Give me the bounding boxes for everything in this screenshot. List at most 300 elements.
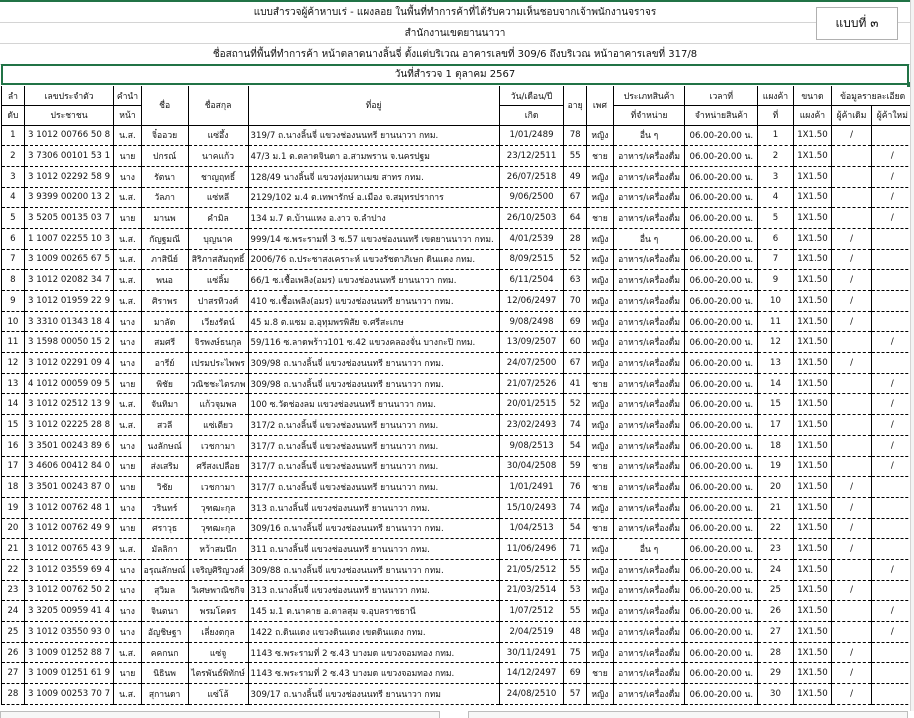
cell-age[interactable]: 49 xyxy=(564,166,586,187)
cell-id[interactable]: 3 1012 01959 22 9 xyxy=(24,291,113,312)
cell-old[interactable]: / xyxy=(832,642,871,663)
cell-age[interactable]: 69 xyxy=(564,311,586,332)
cell-age[interactable]: 64 xyxy=(564,208,586,229)
cell-first[interactable]: อัญชิษฐา xyxy=(141,622,188,643)
cell-size[interactable]: 1X1.50 xyxy=(793,291,832,312)
cell-prefix[interactable]: นาย xyxy=(114,518,141,539)
cell-first[interactable]: จันทิมา xyxy=(141,394,188,415)
cell-time[interactable]: 06.00-20.00 น. xyxy=(685,125,758,146)
cell-time[interactable]: 06.00-20.00 น. xyxy=(685,580,758,601)
cell-sex[interactable]: ชาย xyxy=(586,208,613,229)
cell-dob[interactable]: 1/01/2491 xyxy=(499,477,564,498)
cell-first[interactable]: จินตนา xyxy=(141,601,188,622)
cell-time[interactable]: 06.00-20.00 น. xyxy=(685,373,758,394)
cell-sex[interactable]: ชาย xyxy=(586,146,613,167)
cell-time[interactable]: 06.00-20.00 น. xyxy=(685,187,758,208)
cell-no[interactable]: 19 xyxy=(2,497,25,518)
cell-prefix[interactable]: นาย xyxy=(114,663,141,684)
cell-time[interactable]: 06.00-20.00 น. xyxy=(685,518,758,539)
cell-prefix[interactable]: นาย xyxy=(114,146,141,167)
cell-addr[interactable]: 59/116 ซ.ลาดพร้าว101 ซ.42 แขวงคลองจั่น บางกะปิ กทม. xyxy=(248,332,499,353)
cell-first[interactable]: สุวิมล xyxy=(141,580,188,601)
cell-goods[interactable]: อาหาร/เครื่องดื่ม xyxy=(613,663,684,684)
cell-prefix[interactable]: นาง xyxy=(114,497,141,518)
cell-no[interactable]: 22 xyxy=(2,559,25,580)
cell-addr[interactable]: 134 ม.7 ต.บ้านแหง อ.งาว จ.ลำปาง xyxy=(248,208,499,229)
cell-size[interactable]: 1X1.50 xyxy=(793,622,832,643)
cell-goods[interactable]: อาหาร/เครื่องดื่ม xyxy=(613,394,684,415)
cell-first[interactable]: มานพ xyxy=(141,208,188,229)
cell-no[interactable]: 28 xyxy=(2,684,25,705)
cell-new[interactable] xyxy=(871,539,913,560)
cell-last[interactable]: คำมิล xyxy=(188,208,248,229)
cell-age[interactable]: 60 xyxy=(564,332,586,353)
cell-old[interactable] xyxy=(832,601,871,622)
cell-age[interactable]: 55 xyxy=(564,559,586,580)
cell-sex[interactable]: หญิง xyxy=(586,601,613,622)
cell-age[interactable]: 28 xyxy=(564,228,586,249)
cell-no[interactable]: 5 xyxy=(2,208,25,229)
cell-size[interactable]: 1X1.50 xyxy=(793,601,832,622)
cell-no[interactable]: 13 xyxy=(2,373,25,394)
cell-addr[interactable]: 317/7 ถ.นางลิ้นจี่ แขวงช่องนนทรี ยานนาวา กทม. xyxy=(248,477,499,498)
cell-sex[interactable]: หญิง xyxy=(586,642,613,663)
cell-age[interactable]: 55 xyxy=(564,146,586,167)
cell-addr[interactable]: 309/98 ถ.นางลิ้นจี่ แขวงช่องนนทรี ยานนาวา กทม. xyxy=(248,373,499,394)
cell-new[interactable] xyxy=(871,249,913,270)
cell-dob[interactable]: 9/06/2500 xyxy=(499,187,564,208)
cell-first[interactable]: ภาสินีย์ xyxy=(141,249,188,270)
cell-new[interactable] xyxy=(871,642,913,663)
cell-size[interactable]: 1X1.50 xyxy=(793,456,832,477)
cell-first[interactable]: พิชัย xyxy=(141,373,188,394)
cell-sex[interactable]: หญิง xyxy=(586,291,613,312)
cell-old[interactable]: / xyxy=(832,270,871,291)
cell-goods[interactable]: อื่น ๆ xyxy=(613,539,684,560)
cell-dob[interactable]: 15/10/2493 xyxy=(499,497,564,518)
cell-no[interactable]: 8 xyxy=(2,270,25,291)
cell-size[interactable]: 1X1.50 xyxy=(793,353,832,374)
cell-old[interactable] xyxy=(832,559,871,580)
cell-size[interactable]: 1X1.50 xyxy=(793,166,832,187)
cell-no[interactable]: 12 xyxy=(2,353,25,374)
cell-last[interactable]: หว้าสมนึก xyxy=(188,539,248,560)
cell-addr[interactable]: 317/2 ถ.นางลิ้นจี่ แขวงช่องนนทรี ยานนาวา กทม. xyxy=(248,415,499,436)
cell-stall[interactable]: 13 xyxy=(758,353,793,374)
cell-first[interactable]: ส่งเสริม xyxy=(141,456,188,477)
cell-first[interactable]: อารีย์ xyxy=(141,353,188,374)
cell-prefix[interactable]: น.ส. xyxy=(114,415,141,436)
cell-last[interactable]: เปรมประไพพร xyxy=(188,353,248,374)
cell-last[interactable]: พรมโคตร xyxy=(188,601,248,622)
cell-first[interactable]: จิ๋ออวย xyxy=(141,125,188,146)
cell-first[interactable]: นิธินพ xyxy=(141,663,188,684)
cell-goods[interactable]: อาหาร/เครื่องดื่ม xyxy=(613,332,684,353)
cell-no[interactable]: 25 xyxy=(2,622,25,643)
cell-old[interactable] xyxy=(832,332,871,353)
cell-stall[interactable]: 28 xyxy=(758,642,793,663)
cell-sex[interactable]: หญิง xyxy=(586,394,613,415)
cell-prefix[interactable]: น.ส. xyxy=(114,394,141,415)
cell-prefix[interactable]: นาย xyxy=(114,477,141,498)
cell-size[interactable]: 1X1.50 xyxy=(793,228,832,249)
cell-prefix[interactable]: น.ส. xyxy=(114,187,141,208)
cell-goods[interactable]: อาหาร/เครื่องดื่ม xyxy=(613,415,684,436)
cell-old[interactable]: / xyxy=(832,518,871,539)
cell-goods[interactable]: อาหาร/เครื่องดื่ม xyxy=(613,435,684,456)
cell-sex[interactable]: หญิง xyxy=(586,270,613,291)
cell-stall[interactable]: 23 xyxy=(758,539,793,560)
cell-dob[interactable]: 23/12/2511 xyxy=(499,146,564,167)
cell-new[interactable]: / xyxy=(871,601,913,622)
cell-last[interactable]: แซ่ลิ้ม xyxy=(188,270,248,291)
cell-last[interactable]: เวียงรัตน์ xyxy=(188,311,248,332)
cell-last[interactable]: แซ่อึ้ง xyxy=(188,125,248,146)
cell-old[interactable]: / xyxy=(832,684,871,705)
cell-first[interactable]: กัญฐมณี xyxy=(141,228,188,249)
cell-new[interactable] xyxy=(871,518,913,539)
cell-time[interactable]: 06.00-20.00 น. xyxy=(685,622,758,643)
cell-sex[interactable]: หญิง xyxy=(586,353,613,374)
cell-addr[interactable]: 313 ถ.นางลิ้นจี่ แขวงช่องนนทรี ยานนาวา กทม. xyxy=(248,580,499,601)
cell-age[interactable]: 74 xyxy=(564,415,586,436)
cell-new[interactable]: / xyxy=(871,622,913,643)
cell-stall[interactable]: 5 xyxy=(758,208,793,229)
cell-old[interactable]: / xyxy=(832,291,871,312)
cell-old[interactable]: / xyxy=(832,125,871,146)
cell-new[interactable]: / xyxy=(871,146,913,167)
cell-goods[interactable]: อาหาร/เครื่องดื่ม xyxy=(613,601,684,622)
cell-first[interactable]: สุกานดา xyxy=(141,684,188,705)
cell-size[interactable]: 1X1.50 xyxy=(793,518,832,539)
cell-goods[interactable]: อาหาร/เครื่องดื่ม xyxy=(613,642,684,663)
cell-age[interactable]: 75 xyxy=(564,642,586,663)
cell-last[interactable]: ปาสรทิวงศ์ xyxy=(188,291,248,312)
cell-goods[interactable]: อาหาร/เครื่องดื่ม xyxy=(613,373,684,394)
cell-time[interactable]: 06.00-20.00 น. xyxy=(685,684,758,705)
cell-goods[interactable]: อาหาร/เครื่องดื่ม xyxy=(613,311,684,332)
cell-old[interactable]: / xyxy=(832,477,871,498)
cell-no[interactable]: 20 xyxy=(2,518,25,539)
cell-sex[interactable]: หญิง xyxy=(586,580,613,601)
cell-id[interactable]: 3 1009 01252 88 7 xyxy=(24,642,113,663)
cell-no[interactable]: 23 xyxy=(2,580,25,601)
cell-id[interactable]: 3 1012 02291 09 4 xyxy=(24,353,113,374)
cell-size[interactable]: 1X1.50 xyxy=(793,332,832,353)
cell-no[interactable]: 3 xyxy=(2,166,25,187)
cell-sex[interactable]: หญิง xyxy=(586,228,613,249)
cell-no[interactable]: 26 xyxy=(2,642,25,663)
cell-size[interactable]: 1X1.50 xyxy=(793,497,832,518)
cell-time[interactable]: 06.00-20.00 น. xyxy=(685,435,758,456)
cell-sex[interactable]: ชาย xyxy=(586,477,613,498)
cell-sex[interactable]: หญิง xyxy=(586,622,613,643)
cell-addr[interactable]: 47/3 ม.1 ต.ตลาดจินดา อ.สามพราน จ.นครปฐม xyxy=(248,146,499,167)
cell-new[interactable]: / xyxy=(871,373,913,394)
cell-new[interactable] xyxy=(871,353,913,374)
cell-addr[interactable]: 1143 ซ.พระรามที่ 2 ซ.43 บางมด แขวงจอมทอง กทม. xyxy=(248,663,499,684)
cell-addr[interactable]: 128/49 นางลิ้นจี่ แขวงทุ่งมหาเมฆ สาทร กทม. xyxy=(248,166,499,187)
cell-new[interactable]: / xyxy=(871,435,913,456)
cell-goods[interactable]: อาหาร/เครื่องดื่ม xyxy=(613,497,684,518)
cell-prefix[interactable]: นาง xyxy=(114,353,141,374)
cell-no[interactable]: 1 xyxy=(2,125,25,146)
cell-last[interactable]: แซ่เตียว xyxy=(188,415,248,436)
cell-prefix[interactable]: น.ส. xyxy=(114,642,141,663)
cell-last[interactable]: จิรพงษ์ธนกุล xyxy=(188,332,248,353)
cell-old[interactable] xyxy=(832,456,871,477)
cell-addr[interactable]: 2006/76 ถ.ประชาสงเคราะห์ แขวงรัชดาภิเษก ดินแดง กทม. xyxy=(248,249,499,270)
cell-addr[interactable]: 1143 ซ.พระรามที่ 2 ซ.43 บางมด แขวงจอมทอง กทม. xyxy=(248,642,499,663)
cell-goods[interactable]: อาหาร/เครื่องดื่ม xyxy=(613,249,684,270)
cell-time[interactable]: 06.00-20.00 น. xyxy=(685,497,758,518)
cell-dob[interactable]: 1/01/2489 xyxy=(499,125,564,146)
cell-stall[interactable]: 24 xyxy=(758,559,793,580)
cell-id[interactable]: 3 7306 00101 53 1 xyxy=(24,146,113,167)
cell-prefix[interactable]: น.ส. xyxy=(114,684,141,705)
cell-old[interactable]: / xyxy=(832,497,871,518)
cell-sex[interactable]: หญิง xyxy=(586,559,613,580)
cell-dob[interactable]: 24/08/2510 xyxy=(499,684,564,705)
cell-dob[interactable]: 20/01/2515 xyxy=(499,394,564,415)
cell-id[interactable]: 3 1012 02225 28 8 xyxy=(24,415,113,436)
cell-dob[interactable]: 9/08/2513 xyxy=(499,435,564,456)
cell-age[interactable]: 76 xyxy=(564,477,586,498)
cell-stall[interactable]: 11 xyxy=(758,311,793,332)
cell-first[interactable]: วิชัย xyxy=(141,477,188,498)
cell-stall[interactable]: 22 xyxy=(758,518,793,539)
cell-size[interactable]: 1X1.50 xyxy=(793,663,832,684)
cell-prefix[interactable]: นาย xyxy=(114,208,141,229)
survey-date-cell-selected[interactable] xyxy=(1,64,909,85)
cell-first[interactable]: คคกนก xyxy=(141,642,188,663)
cell-no[interactable]: 16 xyxy=(2,435,25,456)
cell-dob[interactable]: 30/04/2508 xyxy=(499,456,564,477)
cell-new[interactable]: / xyxy=(871,208,913,229)
cell-goods[interactable]: อาหาร/เครื่องดื่ม xyxy=(613,580,684,601)
cell-no[interactable]: 14 xyxy=(2,394,25,415)
cell-id[interactable]: 3 3310 01343 18 4 xyxy=(24,311,113,332)
cell-sex[interactable]: ชาย xyxy=(586,373,613,394)
cell-stall[interactable]: 1 xyxy=(758,125,793,146)
cell-addr[interactable]: 66/1 ซ.เชื้อเพลิง(อมร) แขวงช่องนนทรี ยานนาวา กทม. xyxy=(248,270,499,291)
cell-age[interactable]: 54 xyxy=(564,435,586,456)
cell-time[interactable]: 06.00-20.00 น. xyxy=(685,311,758,332)
cell-last[interactable]: สิริภาสสัมฤทธิ์ xyxy=(188,249,248,270)
cell-time[interactable]: 06.00-20.00 น. xyxy=(685,539,758,560)
cell-last[interactable]: เวชกามา xyxy=(188,477,248,498)
cell-addr[interactable]: 1422 ถ.ดินแดง แขวงดินแดง เขตดินแดง กทม. xyxy=(248,622,499,643)
cell-new[interactable]: / xyxy=(871,456,913,477)
cell-time[interactable]: 06.00-20.00 น. xyxy=(685,394,758,415)
cell-goods[interactable]: อื่น ๆ xyxy=(613,125,684,146)
cell-id[interactable]: 3 1012 02082 34 7 xyxy=(24,270,113,291)
cell-dob[interactable]: 6/11/2504 xyxy=(499,270,564,291)
cell-first[interactable]: นงลักษณ์ xyxy=(141,435,188,456)
cell-dob[interactable]: 23/02/2493 xyxy=(499,415,564,436)
cell-id[interactable]: 3 1009 00253 70 7 xyxy=(24,684,113,705)
cell-id[interactable]: 3 1012 00762 50 2 xyxy=(24,580,113,601)
cell-prefix[interactable]: น.ส. xyxy=(114,291,141,312)
cell-prefix[interactable]: น.ส. xyxy=(114,539,141,560)
cell-age[interactable]: 41 xyxy=(564,373,586,394)
cell-new[interactable]: / xyxy=(871,559,913,580)
cell-last[interactable]: นาคแก้ว xyxy=(188,146,248,167)
cell-old[interactable] xyxy=(832,622,871,643)
cell-last[interactable]: แซ่โล้ xyxy=(188,684,248,705)
cell-no[interactable]: 11 xyxy=(2,332,25,353)
survey-title-cell[interactable] xyxy=(0,2,910,23)
cell-last[interactable]: วณิชชะไตรภพ xyxy=(188,373,248,394)
cell-size[interactable]: 1X1.50 xyxy=(793,208,832,229)
cell-time[interactable]: 06.00-20.00 น. xyxy=(685,249,758,270)
cell-no[interactable]: 10 xyxy=(2,311,25,332)
cell-last[interactable]: เวชกามา xyxy=(188,435,248,456)
cell-stall[interactable]: 30 xyxy=(758,684,793,705)
cell-new[interactable] xyxy=(871,477,913,498)
cell-id[interactable]: 3 1012 03559 69 4 xyxy=(24,559,113,580)
cell-old[interactable]: / xyxy=(832,249,871,270)
cell-time[interactable]: 06.00-20.00 น. xyxy=(685,291,758,312)
cell-old[interactable]: / xyxy=(832,539,871,560)
cell-sex[interactable]: ชาย xyxy=(586,663,613,684)
cell-stall[interactable]: 6 xyxy=(758,228,793,249)
cell-time[interactable]: 06.00-20.00 น. xyxy=(685,642,758,663)
cell-time[interactable]: 06.00-20.00 น. xyxy=(685,353,758,374)
cell-id[interactable]: 3 1012 00762 48 1 xyxy=(24,497,113,518)
cell-age[interactable]: 71 xyxy=(564,539,586,560)
cell-sex[interactable]: หญิง xyxy=(586,415,613,436)
cell-size[interactable]: 1X1.50 xyxy=(793,539,832,560)
cell-no[interactable]: 15 xyxy=(2,415,25,436)
cell-first[interactable]: วรินทร์ xyxy=(141,497,188,518)
cell-old[interactable]: / xyxy=(832,228,871,249)
cell-dob[interactable]: 1/07/2512 xyxy=(499,601,564,622)
cell-old[interactable] xyxy=(832,373,871,394)
cell-first[interactable]: รัตนา xyxy=(141,166,188,187)
cell-old[interactable]: / xyxy=(832,311,871,332)
cell-size[interactable]: 1X1.50 xyxy=(793,435,832,456)
cell-no[interactable]: 2 xyxy=(2,146,25,167)
cell-stall[interactable]: 12 xyxy=(758,332,793,353)
cell-age[interactable]: 54 xyxy=(564,518,586,539)
cell-size[interactable]: 1X1.50 xyxy=(793,311,832,332)
cell-time[interactable]: 06.00-20.00 น. xyxy=(685,477,758,498)
cell-first[interactable]: วัลภา xyxy=(141,187,188,208)
cell-addr[interactable]: 145 ม.1 ต.นาคาย อ.ตาลสุม จ.อุบลราชธานี xyxy=(248,601,499,622)
cell-id[interactable]: 3 1012 03550 93 0 xyxy=(24,622,113,643)
cell-stall[interactable]: 19 xyxy=(758,456,793,477)
cell-new[interactable] xyxy=(871,311,913,332)
cell-old[interactable] xyxy=(832,415,871,436)
cell-dob[interactable]: 30/11/2491 xyxy=(499,642,564,663)
cell-dob[interactable]: 1/04/2513 xyxy=(499,518,564,539)
cell-no[interactable]: 7 xyxy=(2,249,25,270)
cell-addr[interactable]: 309/17 ถ.นางลิ้นจี่ แขวงช่องนนทรี ยานนาวา กทม xyxy=(248,684,499,705)
cell-prefix[interactable]: นาง xyxy=(114,311,141,332)
cell-sex[interactable]: หญิง xyxy=(586,311,613,332)
cell-old[interactable] xyxy=(832,146,871,167)
cell-goods[interactable]: อาหาร/เครื่องดื่ม xyxy=(613,518,684,539)
cell-stall[interactable]: 10 xyxy=(758,291,793,312)
cell-goods[interactable]: อาหาร/เครื่องดื่ม xyxy=(613,456,684,477)
cell-time[interactable]: 06.00-20.00 น. xyxy=(685,559,758,580)
cell-goods[interactable]: อื่น ๆ xyxy=(613,228,684,249)
cell-dob[interactable]: 26/10/2503 xyxy=(499,208,564,229)
cell-addr[interactable]: 309/88 ถ.นางลิ้นจี่ แขวงช่องนนทรี ยานนาวา กทม. xyxy=(248,559,499,580)
cell-size[interactable]: 1X1.50 xyxy=(793,580,832,601)
cell-addr[interactable]: 45 ม.8 ต.แซม อ.อุทุมพรพิสัย จ.ศรีสะเกษ xyxy=(248,311,499,332)
cell-addr[interactable]: 319/7 ถ.นางลิ้นจี่ แขวงช่องนนทรี ยานนาวา กทม. xyxy=(248,125,499,146)
cell-id[interactable]: 3 1012 00762 49 9 xyxy=(24,518,113,539)
cell-no[interactable]: 27 xyxy=(2,663,25,684)
form-number-box[interactable] xyxy=(816,7,898,40)
cell-stall[interactable]: 29 xyxy=(758,663,793,684)
cell-size[interactable]: 1X1.50 xyxy=(793,684,832,705)
cell-prefix[interactable]: นาง xyxy=(114,166,141,187)
cell-dob[interactable]: 13/09/2507 xyxy=(499,332,564,353)
cell-last[interactable]: วิเศษพาณิชกิจ xyxy=(188,580,248,601)
cell-no[interactable]: 6 xyxy=(2,228,25,249)
cell-first[interactable]: พนอ xyxy=(141,270,188,291)
cell-no[interactable]: 18 xyxy=(2,477,25,498)
cell-age[interactable]: 53 xyxy=(564,580,586,601)
cell-size[interactable]: 1X1.50 xyxy=(793,415,832,436)
cell-first[interactable]: สมศรี xyxy=(141,332,188,353)
cell-dob[interactable]: 8/09/2515 xyxy=(499,249,564,270)
cell-id[interactable]: 3 1012 00766 50 8 xyxy=(24,125,113,146)
cell-age[interactable]: 70 xyxy=(564,291,586,312)
cell-addr[interactable]: 313 ถ.นางลิ้นจี่ แขวงช่องนนทรี ยานนาวา กทม. xyxy=(248,497,499,518)
cell-dob[interactable]: 2/04/2519 xyxy=(499,622,564,643)
cell-age[interactable]: 78 xyxy=(564,125,586,146)
cell-first[interactable]: ศราวุธ xyxy=(141,518,188,539)
cell-size[interactable]: 1X1.50 xyxy=(793,125,832,146)
office-cell[interactable] xyxy=(0,23,910,44)
cell-stall[interactable]: 15 xyxy=(758,394,793,415)
cell-prefix[interactable]: นาย xyxy=(114,456,141,477)
cell-no[interactable]: 9 xyxy=(2,291,25,312)
cell-age[interactable]: 52 xyxy=(564,249,586,270)
cell-addr[interactable]: 309/98 ถ.นางลิ้นจี่ แขวงช่องนนทรี ยานนาวา กทม. xyxy=(248,353,499,374)
cell-sex[interactable]: หญิง xyxy=(586,497,613,518)
cell-prefix[interactable]: นาย xyxy=(114,373,141,394)
cell-new[interactable] xyxy=(871,663,913,684)
cell-addr[interactable]: 317/7 ถ.นางลิ้นจี่ แขวงช่องนนทรี ยานนาวา กทม. xyxy=(248,435,499,456)
cell-size[interactable]: 1X1.50 xyxy=(793,373,832,394)
cell-old[interactable]: / xyxy=(832,580,871,601)
cell-time[interactable]: 06.00-20.00 น. xyxy=(685,415,758,436)
cell-age[interactable]: 55 xyxy=(564,601,586,622)
cell-age[interactable]: 48 xyxy=(564,622,586,643)
cell-no[interactable]: 17 xyxy=(2,456,25,477)
cell-new[interactable]: / xyxy=(871,166,913,187)
cell-no[interactable]: 24 xyxy=(2,601,25,622)
cell-id[interactable]: 3 3501 00243 87 0 xyxy=(24,477,113,498)
cell-time[interactable]: 06.00-20.00 น. xyxy=(685,146,758,167)
cell-time[interactable]: 06.00-20.00 น. xyxy=(685,270,758,291)
cell-size[interactable]: 1X1.50 xyxy=(793,394,832,415)
cell-new[interactable] xyxy=(871,497,913,518)
cell-dob[interactable]: 21/07/2526 xyxy=(499,373,564,394)
cell-new[interactable] xyxy=(871,580,913,601)
cell-old[interactable] xyxy=(832,208,871,229)
cell-id[interactable]: 3 3205 00959 41 4 xyxy=(24,601,113,622)
cell-stall[interactable]: 25 xyxy=(758,580,793,601)
cell-prefix[interactable]: นาง xyxy=(114,332,141,353)
cell-prefix[interactable]: น.ส. xyxy=(114,249,141,270)
cell-last[interactable]: ไตรพันธ์พิทักษ์ xyxy=(188,663,248,684)
